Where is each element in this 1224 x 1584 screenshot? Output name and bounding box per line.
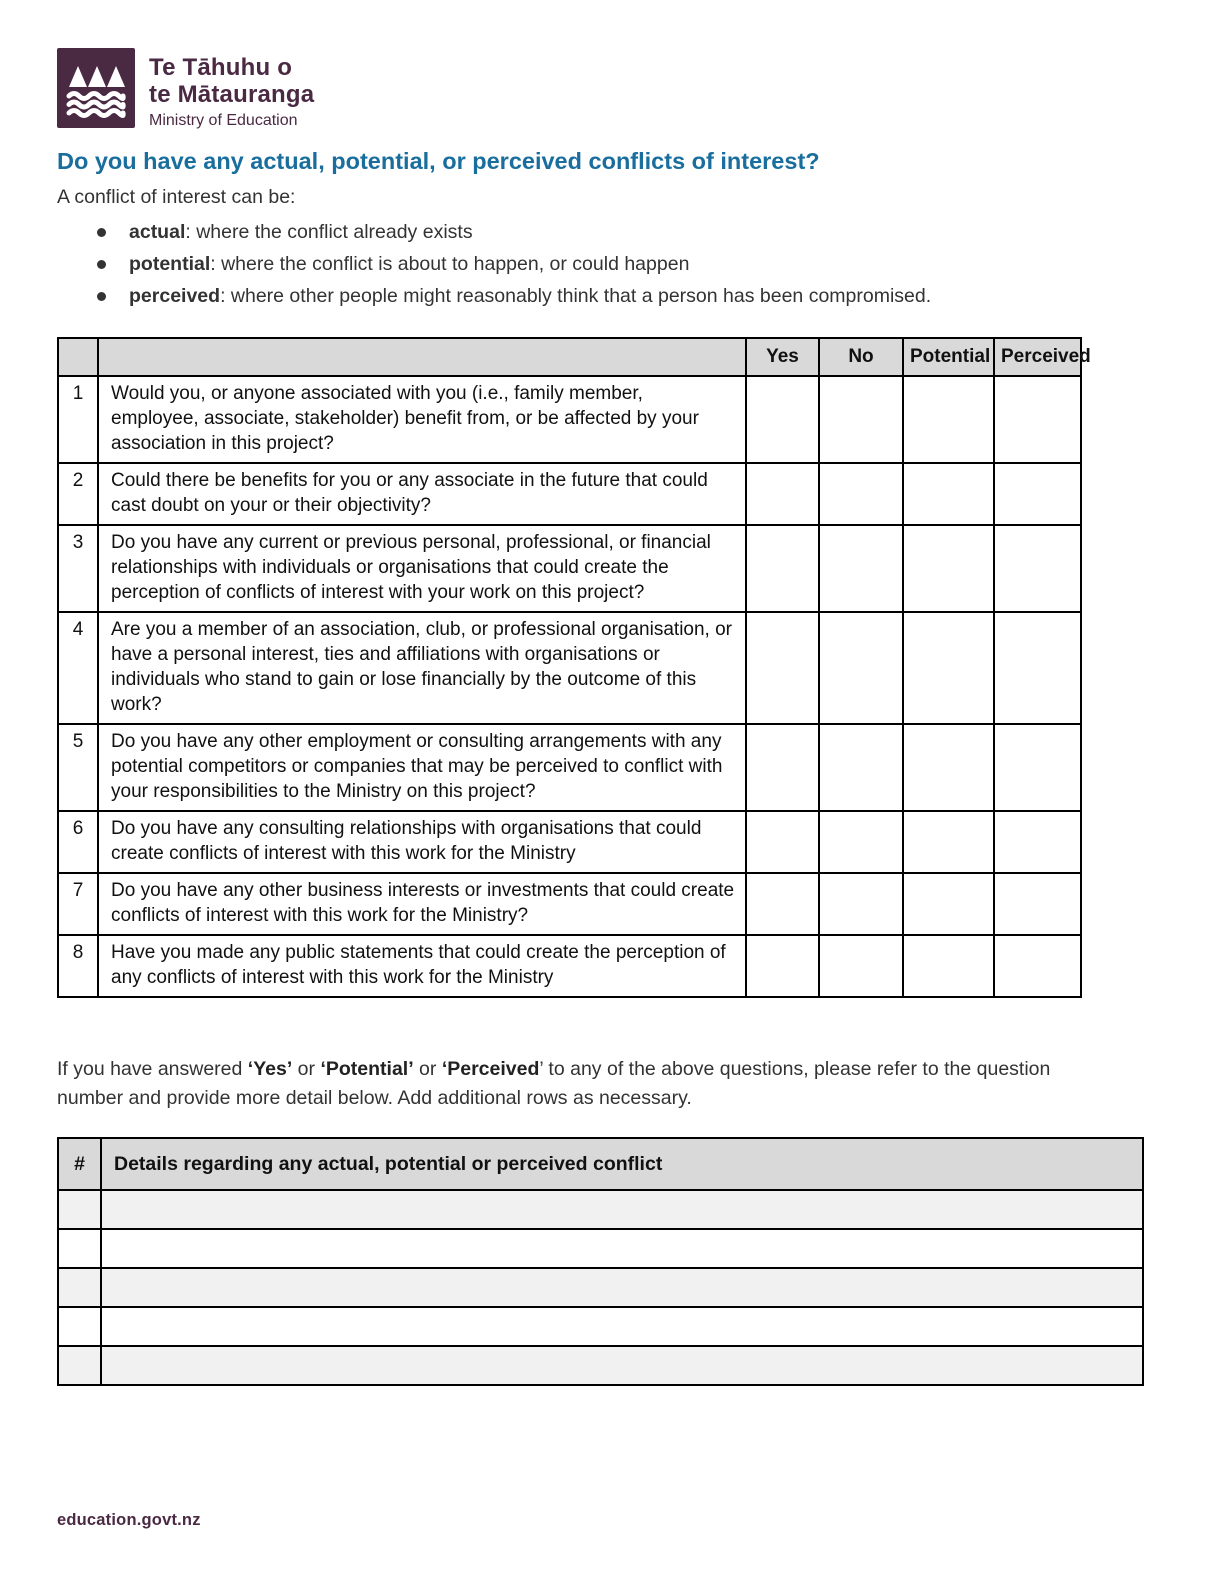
no-answer-cell[interactable] xyxy=(819,811,903,873)
note-bold-yes: ‘Yes’ xyxy=(247,1058,293,1080)
question-row-4 xyxy=(58,612,1081,724)
question-number: 3 xyxy=(58,525,98,612)
perceived-answer-cell[interactable] xyxy=(994,811,1081,873)
questions-header-row xyxy=(58,338,1081,376)
list-item-actual xyxy=(97,220,1167,245)
header-blank-num xyxy=(58,338,98,376)
bullet-icon xyxy=(97,260,106,269)
details-input-cell[interactable] xyxy=(101,1307,1143,1346)
yes-answer-cell[interactable] xyxy=(746,935,819,997)
yes-answer-cell[interactable] xyxy=(746,612,819,724)
list-item-perceived xyxy=(97,284,1167,309)
potential-answer-cell[interactable] xyxy=(903,525,994,612)
logo-line-2: te Mātauranga xyxy=(149,81,315,108)
perceived-answer-cell[interactable] xyxy=(994,525,1081,612)
perceived-answer-cell[interactable] xyxy=(994,724,1081,811)
question-row-6 xyxy=(58,811,1081,873)
details-row-4 xyxy=(58,1307,1143,1346)
details-number-cell[interactable] xyxy=(58,1307,101,1346)
question-row-7 xyxy=(58,873,1081,935)
no-answer-cell[interactable] xyxy=(819,724,903,811)
details-row-1 xyxy=(58,1190,1143,1229)
details-hash-header: # xyxy=(58,1138,101,1190)
no-answer-cell[interactable] xyxy=(819,463,903,525)
question-number: 7 xyxy=(58,873,98,935)
yes-answer-cell[interactable] xyxy=(746,525,819,612)
details-number-cell[interactable] xyxy=(58,1268,101,1307)
details-input-cell[interactable] xyxy=(101,1268,1143,1307)
no-answer-cell[interactable] xyxy=(819,376,903,463)
header-blank-question xyxy=(98,338,746,376)
bullet-icon xyxy=(97,228,106,237)
details-row-2 xyxy=(58,1229,1143,1268)
perceived-answer-cell[interactable] xyxy=(994,935,1081,997)
question-number: 1 xyxy=(58,376,98,463)
ministry-logo-icon xyxy=(57,48,135,133)
yes-answer-cell[interactable] xyxy=(746,376,819,463)
no-answer-cell[interactable] xyxy=(819,612,903,724)
potential-answer-cell[interactable] xyxy=(903,811,994,873)
details-row-5 xyxy=(58,1346,1143,1385)
question-row-2 xyxy=(58,463,1081,525)
question-text: Are you a member of an association, club, or professional organisation, or have a personal interest, ties and affiliations with organisations or individuals who stand to gain or lose financially by the outcome of this work? xyxy=(98,612,746,724)
details-number-cell[interactable] xyxy=(58,1190,101,1229)
col-header-no: No xyxy=(819,338,903,376)
potential-answer-cell[interactable] xyxy=(903,463,994,525)
instruction-note xyxy=(57,1055,1097,1113)
yes-answer-cell[interactable] xyxy=(746,724,819,811)
details-header-row xyxy=(58,1138,1143,1190)
perceived-answer-cell[interactable] xyxy=(994,873,1081,935)
question-number: 4 xyxy=(58,612,98,724)
term-perceived-definition: : where other people might reasonably think that a person has been compromised. xyxy=(220,285,932,307)
details-row-3 xyxy=(58,1268,1143,1307)
note-text: If you have answered xyxy=(57,1058,248,1080)
note-bold-perceived: ‘Perceived xyxy=(441,1058,540,1080)
col-header-potential: Potential xyxy=(903,338,994,376)
logo-line-3: Ministry of Education xyxy=(149,112,298,129)
col-header-perceived: Perceived xyxy=(994,338,1081,376)
logo-line-1: Te Tāhuhu o xyxy=(149,54,293,81)
question-row-1 xyxy=(58,376,1081,463)
perceived-answer-cell[interactable] xyxy=(994,612,1081,724)
question-text: Could there be benefits for you or any associate in the future that could cast doubt on your or their objectivity? xyxy=(98,463,746,525)
details-column-header: Details regarding any actual, potential or perceived conflict xyxy=(101,1138,1143,1190)
potential-answer-cell[interactable] xyxy=(903,612,994,724)
potential-answer-cell[interactable] xyxy=(903,376,994,463)
note-bold-potential: ‘Potential’ xyxy=(320,1058,414,1080)
question-text: Do you have any consulting relationships with organisations that could create conflicts of interest with this work for the Ministry xyxy=(98,811,746,873)
question-number: 5 xyxy=(58,724,98,811)
ministry-logo-wordmark xyxy=(149,48,314,131)
term-perceived: perceived xyxy=(129,285,221,307)
perceived-answer-cell[interactable] xyxy=(994,463,1081,525)
details-input-cell[interactable] xyxy=(101,1346,1143,1385)
question-text: Do you have any other employment or consulting arrangements with any potential competitors or companies that may be perceived to conflict with your responsibilities to the Ministry on this project? xyxy=(98,724,746,811)
intro-text: A conflict of interest can be: xyxy=(57,186,296,208)
note-text: ’ to any of the above questions, please refer to the question number and provide more detail below. Add additional rows as necessary. xyxy=(57,1058,1051,1109)
potential-answer-cell[interactable] xyxy=(903,724,994,811)
conflict-questions-table xyxy=(57,337,1091,998)
yes-answer-cell[interactable] xyxy=(746,811,819,873)
potential-answer-cell[interactable] xyxy=(903,873,994,935)
conflict-details-table xyxy=(57,1137,1144,1386)
potential-answer-cell[interactable] xyxy=(903,935,994,997)
question-text: Have you made any public statements that could create the perception of any conflicts of interest with this work for the Ministry xyxy=(98,935,746,997)
question-text: Do you have any other business interests or investments that could create conflicts of interest with this work for the Ministry? xyxy=(98,873,746,935)
question-text: Do you have any current or previous personal, professional, or financial relationships with individuals or organisations that could create the perception of conflicts of interest with your work on this project? xyxy=(98,525,746,612)
question-row-3 xyxy=(58,525,1081,612)
note-text: or xyxy=(413,1058,442,1080)
page-title: Do you have any actual, potential, or perceived conflicts of interest? xyxy=(57,148,820,174)
perceived-answer-cell[interactable] xyxy=(994,376,1081,463)
no-answer-cell[interactable] xyxy=(819,873,903,935)
details-input-cell[interactable] xyxy=(101,1229,1143,1268)
bullet-icon xyxy=(97,292,106,301)
yes-answer-cell[interactable] xyxy=(746,873,819,935)
term-actual-definition: : where the conflict already exists xyxy=(185,221,473,243)
no-answer-cell[interactable] xyxy=(819,935,903,997)
question-text: Would you, or anyone associated with you (i.e., family member, employee, associate, stakeholder) benefit from, or be affected by your association in this project? xyxy=(98,376,746,463)
no-answer-cell[interactable] xyxy=(819,525,903,612)
question-number: 8 xyxy=(58,935,98,997)
ministry-logo xyxy=(57,48,1167,130)
note-text: or xyxy=(292,1058,321,1080)
details-number-cell[interactable] xyxy=(58,1229,101,1268)
list-item-potential xyxy=(97,252,1167,277)
col-header-yes: Yes xyxy=(746,338,819,376)
details-input-cell[interactable] xyxy=(101,1190,1143,1229)
definition-list xyxy=(57,220,1167,309)
footer-url: education.govt.nz xyxy=(57,1511,201,1529)
yes-answer-cell[interactable] xyxy=(746,463,819,525)
term-potential-definition: : where the conflict is about to happen, or could happen xyxy=(210,253,690,275)
term-actual: actual xyxy=(129,221,186,243)
question-row-5 xyxy=(58,724,1081,811)
question-row-8 xyxy=(58,935,1081,997)
details-number-cell[interactable] xyxy=(58,1346,101,1385)
question-number: 2 xyxy=(58,463,98,525)
question-number: 6 xyxy=(58,811,98,873)
term-potential: potential xyxy=(129,253,211,275)
